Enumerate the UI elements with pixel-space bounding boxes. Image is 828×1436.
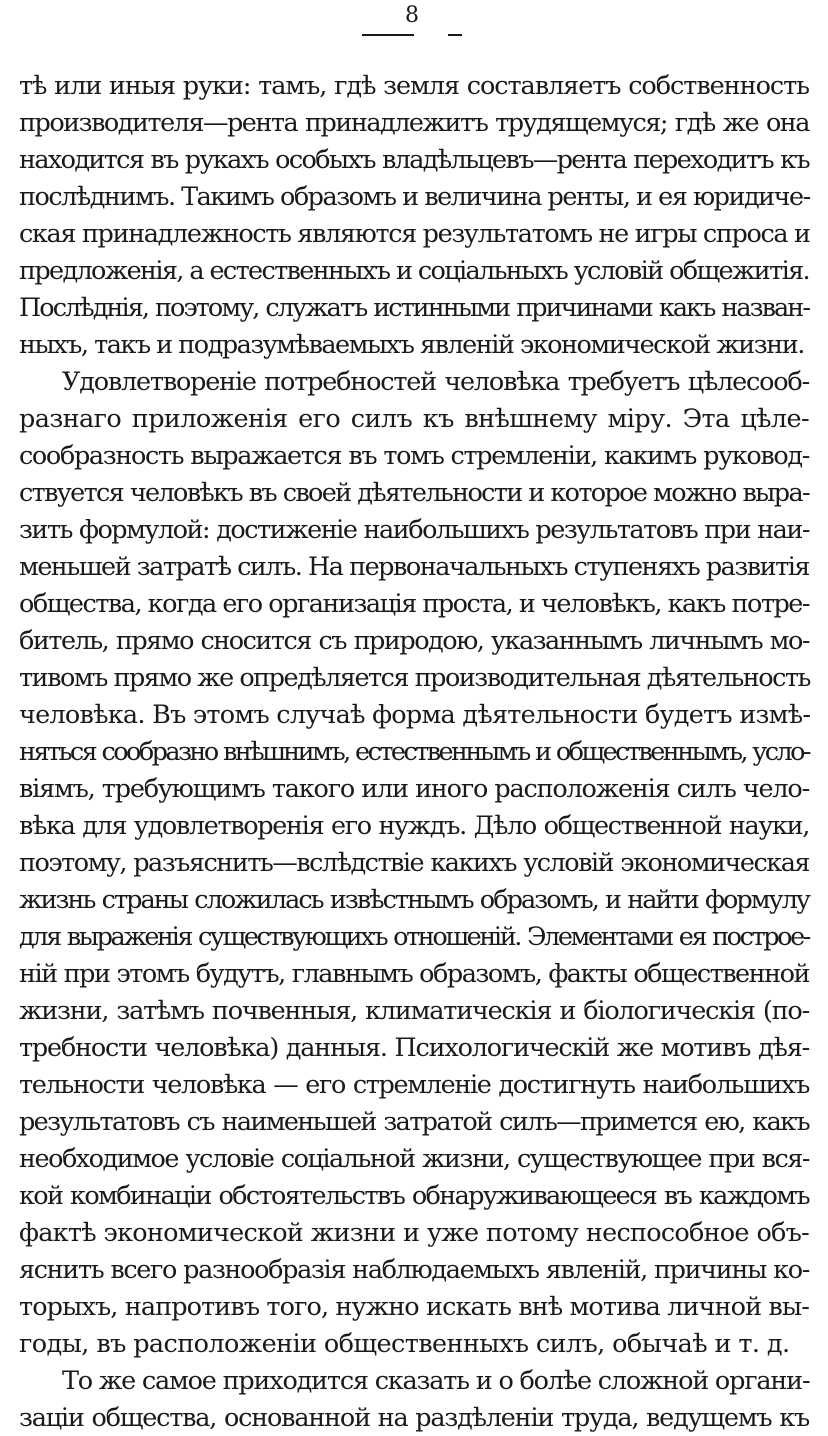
text-line: тельности человѣка — его стремленіе достигнуть наибольшихъ <box>19 1070 809 1100</box>
text-line: требности человѣка) данныя. Психологическій же мотивъ дѣя- <box>19 1033 809 1063</box>
text-line: находится въ рукахъ особыхъ владѣльцевъ—рента переходитъ къ <box>19 145 809 175</box>
text-line: торыхъ, напротивъ того, нужно искать внѣ мотива личной вы- <box>19 1292 809 1322</box>
page-number: 8 <box>405 3 419 28</box>
text-line: няться сообразно внѣшнимъ, естественнымъ и общественнымъ, усло- <box>19 737 809 767</box>
text-line: заціи общества, основанной на раздѣленіи труда, ведущемъ къ <box>19 1403 809 1433</box>
text-line: ствуется человѣкъ въ своей дѣятельности и которое можно выра- <box>19 478 809 508</box>
text-line: ныхъ, такъ и подразумѣваемыхъ явленій экономической жизни. <box>19 330 804 360</box>
text-line: тивомъ прямо же опредѣляется производительная дѣятельность <box>19 663 810 693</box>
header-rule-left <box>362 34 414 36</box>
text-line: послѣднимъ. Такимъ образомъ и величина ренты, и ея юридиче- <box>19 182 810 212</box>
header-rule-right <box>448 34 462 36</box>
text-line: для выраженія существующихъ отношеній. Элементами ея построе- <box>19 922 809 952</box>
text-line: сообразность выражается въ томъ стремленіи, какимъ руковод- <box>19 441 809 471</box>
text-line: битель, прямо сносится съ природою, указаннымъ личнымъ мо- <box>19 626 809 656</box>
text-line: годы, въ расположеніи общественныхъ силъ, обычаѣ и т. д. <box>19 1329 790 1359</box>
text-line: необходимое условіе соціальной жизни, существующее при вся- <box>19 1144 809 1174</box>
page-header <box>0 4 828 44</box>
text-line: тѣ или иныя руки: тамъ, гдѣ земля составляетъ собственность <box>19 71 809 101</box>
text-line: зить формулой: достиженіе наибольшихъ результатовъ при наи- <box>19 515 809 545</box>
text-line: ній при этомъ будутъ, главнымъ образомъ, факты общественной <box>19 959 809 989</box>
text-line: поэтому, разъяснить—вслѣдствіе какихъ условій экономическая <box>19 848 809 878</box>
text-line: разнаго приложенія его силъ къ внѣшнему міру. Эта цѣле- <box>19 404 809 434</box>
text-line: ская принадлежность являются результатомъ не игры спроса и <box>19 219 810 249</box>
text-line: производителя—рента принадлежитъ трудящемуся; гдѣ же она <box>19 108 809 138</box>
text-line: То же самое приходится сказать и о болѣе сложной органи- <box>62 1366 810 1396</box>
text-line: вѣка для удовлетворенія его нуждъ. Дѣло общественной науки, <box>19 811 809 841</box>
text-line: віямъ, требующимъ такого или иного расположенія силъ чело- <box>19 774 809 804</box>
text-line: человѣка. Въ этомъ случаѣ форма дѣятельности будетъ измѣ- <box>19 700 811 730</box>
text-line: общества, когда его организація проста, и человѣкъ, какъ потре- <box>19 589 809 619</box>
text-line: меньшей затратѣ силъ. На первоначальныхъ ступеняхъ развитія <box>19 552 809 582</box>
text-line: жизни, затѣмъ почвенныя, климатическія и біологическія (по- <box>19 996 809 1026</box>
text-line: предложенія, а естественныхъ и соціальныхъ условій общежитія. <box>19 256 809 286</box>
text-line: фактѣ экономической жизни и уже потому неспособное объ- <box>19 1218 809 1248</box>
text-line: жизнь страны сложилась извѣстнымъ образомъ, и найти формулу <box>19 885 809 915</box>
text-line: яснить всего разнообразія наблюдаемыхъ явленій, причины ко- <box>19 1255 809 1285</box>
text-line: кой комбинаціи обстоятельствъ обнаруживающееся въ каждомъ <box>19 1181 809 1211</box>
text-line: Послѣднія, поэтому, служатъ истинными причинами какъ назван- <box>19 293 809 323</box>
text-line: Удовлетвореніе потребностей человѣка требуетъ цѣлесооб- <box>62 367 809 397</box>
text-line: результатовъ съ наименьшей затратой силъ—примется ею, какъ <box>19 1107 809 1137</box>
